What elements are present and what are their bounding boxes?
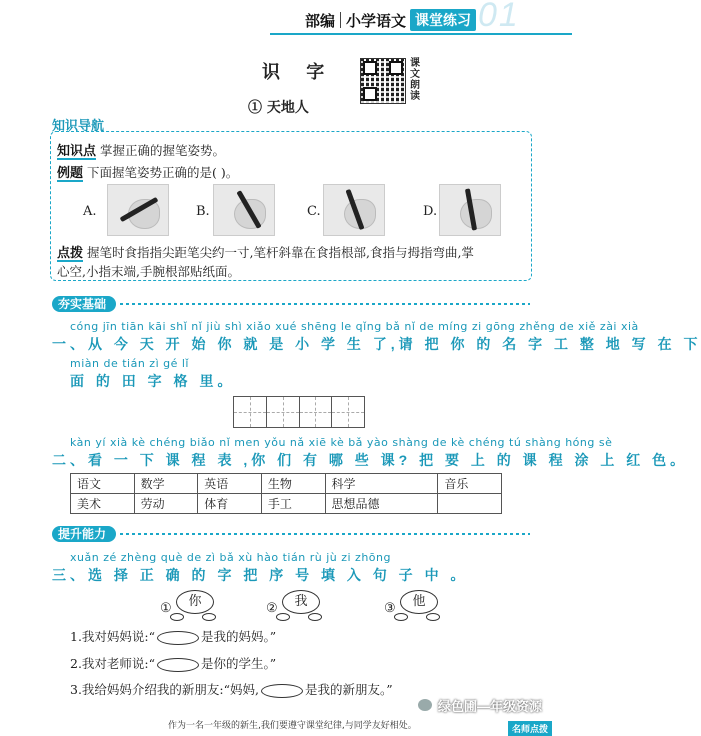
qr-label: 课文朗读: [410, 58, 420, 102]
example-label: 例题: [57, 165, 84, 180]
grid-cell[interactable]: [267, 397, 300, 427]
choice-3-number: ③: [384, 601, 396, 616]
header-separator: [340, 12, 341, 28]
knowledge-point-text: 掌握正确的握笔姿势。: [100, 143, 226, 158]
q3-pinyin: xuǎn zé zhèng què de zì bǎ xù hào tián rù jù zi zhōng: [70, 551, 391, 564]
answer-blank-3[interactable]: [261, 684, 303, 698]
sentence-1: [70, 627, 276, 645]
knowledge-box: [50, 131, 532, 281]
choice-2-number: ②: [266, 601, 278, 616]
table-cell[interactable]: [438, 494, 502, 514]
sentence-2-end: 是你的学生。”: [201, 656, 277, 671]
qr-code-icon[interactable]: [360, 58, 406, 104]
q2-text: 二、看 一 下 课 程 表 ,你 们 有 哪 些 课? 把 要 上 的 课 程 涂 上 红 色。: [52, 452, 689, 468]
sentence-2-start: 2.我对老师说:“: [70, 656, 156, 671]
example-text: 下面握笔姿势正确的是( )。: [87, 165, 239, 180]
table-row: [71, 474, 502, 494]
lesson-title: ① 天地人: [248, 100, 309, 116]
table-cell[interactable]: 数学: [134, 474, 198, 494]
hand-grip-image-d: [439, 184, 501, 236]
sentence-3: [70, 680, 393, 698]
table-cell[interactable]: 体育: [198, 494, 262, 514]
class-schedule-table: [70, 473, 502, 514]
basic-section-rule: [120, 303, 530, 305]
table-cell[interactable]: 生物: [261, 474, 325, 494]
header-subject: 小学语文: [346, 13, 407, 30]
header-rule: [270, 33, 572, 35]
grid-cell[interactable]: [234, 397, 267, 427]
leaf-icon: [426, 613, 440, 621]
hand-grip-image-b: [213, 184, 275, 236]
leaf-icon: [276, 613, 290, 621]
q2-pinyin: kàn yí xià kè chéng biǎo nǐ men yǒu nǎ xiē kè bǎ yào shàng de kè chéng tú shàng hóng sè: [70, 436, 613, 449]
table-cell[interactable]: 音乐: [438, 474, 502, 494]
tianzi-grid[interactable]: [233, 396, 365, 428]
table-cell[interactable]: 思想品德: [325, 494, 438, 514]
leaf-icon: [308, 613, 322, 621]
leaf-icon: [394, 613, 408, 621]
knowledge-section-title: 知识导航: [52, 118, 105, 133]
option-b[interactable]: B.: [196, 204, 210, 219]
option-a[interactable]: A.: [83, 204, 97, 219]
table-cell[interactable]: 英语: [198, 474, 262, 494]
table-cell[interactable]: 科学: [325, 474, 438, 494]
improve-section-rule: [120, 533, 530, 535]
header-edition: 部编: [305, 13, 336, 30]
q1-text-2: 面 的 田 字 格 里。: [70, 373, 236, 389]
tip-label: 点拨: [57, 245, 84, 260]
tip-line-1: [57, 242, 474, 261]
header-tag: 课堂练习: [410, 9, 476, 31]
choice-1-bubble[interactable]: 你: [176, 590, 214, 614]
q3-text: 三、选 择 正 确 的 字 把 序 号 填 入 句 子 中 。: [52, 567, 469, 583]
basic-section-banner: 夯实基础: [52, 296, 116, 312]
tip-text-2: 心空,小指末端,手腕根部贴纸面。: [57, 264, 240, 279]
sentence-1-end: 是我的妈妈。”: [201, 629, 277, 644]
table-cell[interactable]: 劳动: [134, 494, 198, 514]
choice-1-number: ①: [160, 601, 172, 616]
knowledge-point: [57, 140, 225, 159]
q1-pinyin-2: miàn de tián zì gé lǐ: [70, 357, 189, 370]
leaf-icon: [202, 613, 216, 621]
answer-blank-1[interactable]: [157, 631, 199, 645]
page-title: 识 字: [262, 62, 335, 83]
option-c[interactable]: C.: [307, 204, 321, 219]
improve-section-banner: 提升能力: [52, 526, 116, 542]
wechat-icon: [418, 699, 432, 711]
sentence-3-end: 是我的新朋友。”: [305, 682, 393, 697]
table-cell[interactable]: 手工: [261, 494, 325, 514]
header-unit-number: 01: [478, 0, 520, 34]
footer-text: 作为一名一年级的新生,我们要遵守课堂纪律,与同学友好相处。: [168, 721, 417, 731]
q1-text-1: 一、从 今 天 开 始 你 就 是 小 学 生 了,请 把 你 的 名 字 工 整 地 写 在 下: [52, 336, 701, 352]
answer-blank-2[interactable]: [157, 658, 199, 672]
option-d[interactable]: D.: [423, 204, 438, 219]
sentence-3-start: 3.我给妈妈介绍我的新朋友:“妈妈,: [70, 682, 260, 697]
watermark-text: 绿色圃—年级资源: [438, 699, 543, 714]
choice-2-bubble[interactable]: 我: [282, 590, 320, 614]
leaf-icon: [170, 613, 184, 621]
table-cell[interactable]: 语文: [71, 474, 135, 494]
tip-text-1: 握笔时食指指尖距笔尖约一寸,笔杆斜靠在食指根部,食指与拇指弯曲,掌: [87, 245, 474, 260]
grid-cell[interactable]: [300, 397, 333, 427]
table-row: [71, 494, 502, 514]
grid-cell[interactable]: [332, 397, 364, 427]
footer-badge: 名师点拨: [508, 721, 552, 736]
page-header: [0, 0, 572, 40]
sentence-2: [70, 654, 276, 672]
example: [57, 162, 238, 181]
hand-grip-image-a: [107, 184, 169, 236]
q1-pinyin-1: cóng jīn tiān kāi shǐ nǐ jiù shì xiǎo xué shēng le qǐng bǎ nǐ de míng zi gōng zhěng de xiě zài xià: [70, 320, 639, 333]
hand-grip-image-c: [323, 184, 385, 236]
knowledge-point-label: 知识点: [57, 143, 97, 158]
choice-3-bubble[interactable]: 他: [400, 590, 438, 614]
sentence-1-start: 1.我对妈妈说:“: [70, 629, 156, 644]
table-cell[interactable]: 美术: [71, 494, 135, 514]
